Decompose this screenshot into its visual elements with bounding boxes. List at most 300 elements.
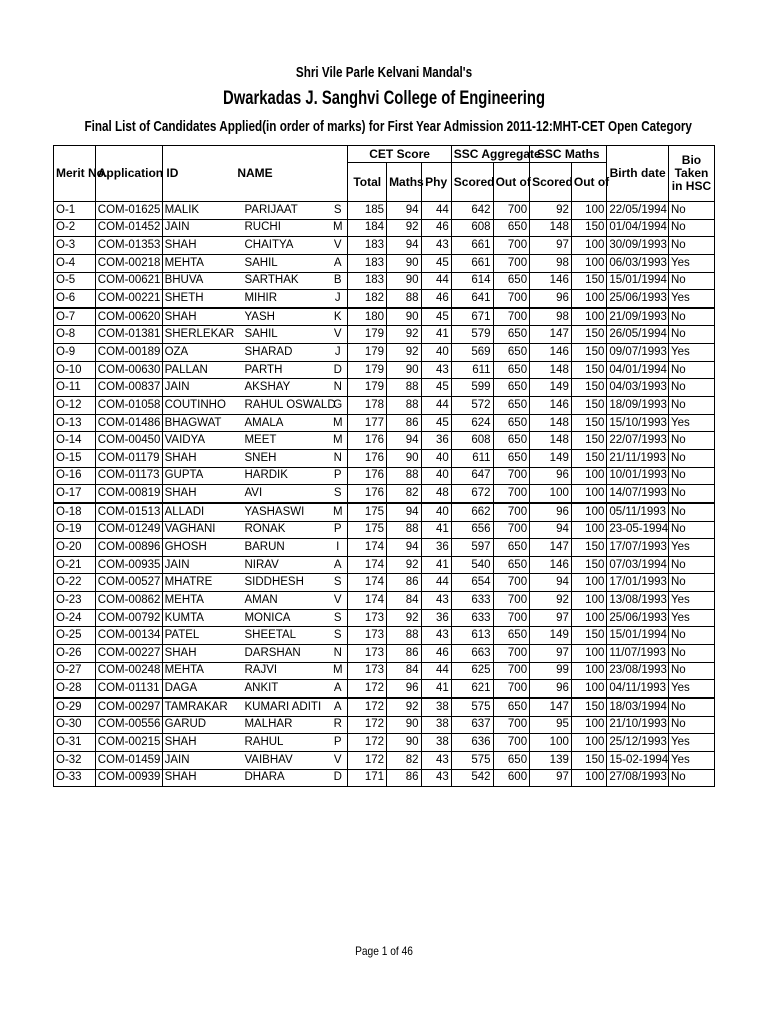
cell-birth-date: 18/03/1994: [607, 698, 669, 716]
cell-cet-phy: 43: [421, 627, 451, 645]
cell-surname: SHAH: [162, 308, 242, 326]
cell-ssc-maths-out-of: 100: [571, 734, 607, 752]
cell-cet-maths: 94: [387, 539, 421, 557]
cell-application-id: COM-01513: [95, 503, 162, 521]
cell-birth-date: 14/07/1993: [607, 485, 669, 503]
cell-middle-initial: N: [328, 449, 348, 467]
cell-ssc-agg-scored: 642: [451, 202, 493, 220]
cell-bio-taken: No: [668, 219, 714, 237]
table-row: [54, 716, 715, 734]
cell-application-id: COM-00896: [95, 539, 162, 557]
cell-ssc-agg-out-of: 650: [493, 326, 530, 344]
cell-birth-date: 30/09/1993: [607, 237, 669, 255]
cell-first-name: SIDDHESH: [242, 574, 328, 592]
cell-merit-no: O-16: [54, 467, 96, 485]
cell-ssc-agg-scored: 637: [451, 716, 493, 734]
cell-cet-maths: 94: [387, 432, 421, 450]
cell-ssc-agg-out-of: 700: [493, 592, 530, 610]
cell-birth-date: 01/04/1994: [607, 219, 669, 237]
cell-ssc-maths-scored: 98: [530, 308, 572, 326]
cell-merit-no: O-4: [54, 254, 96, 272]
cell-first-name: MEET: [242, 432, 328, 450]
cell-cet-total: 179: [348, 361, 387, 379]
cell-cet-maths: 88: [387, 467, 421, 485]
table-row: [54, 734, 715, 752]
cell-cet-total: 177: [348, 414, 387, 432]
cell-ssc-maths-scored: 149: [530, 627, 572, 645]
cell-ssc-agg-out-of: 700: [493, 308, 530, 326]
cell-cet-phy: 46: [421, 645, 451, 663]
cell-birth-date: 13/08/1993: [607, 592, 669, 610]
cell-cet-maths: 86: [387, 414, 421, 432]
cell-ssc-agg-scored: 611: [451, 449, 493, 467]
cell-cet-phy: 40: [421, 467, 451, 485]
cell-middle-initial: N: [328, 645, 348, 663]
cell-bio-taken: Yes: [668, 734, 714, 752]
cell-ssc-agg-scored: 608: [451, 432, 493, 450]
cell-ssc-maths-out-of: 150: [571, 698, 607, 716]
cell-merit-no: O-29: [54, 698, 96, 716]
cell-surname: JAIN: [162, 379, 242, 397]
cell-birth-date: 05/11/1993: [607, 503, 669, 521]
cell-surname: MEHTA: [162, 592, 242, 610]
cell-ssc-maths-scored: 148: [530, 219, 572, 237]
col-ssc-agg-scored: Scored: [451, 163, 493, 202]
cell-bio-taken: No: [668, 769, 714, 787]
cell-first-name: SAHIL: [242, 326, 328, 344]
cell-merit-no: O-32: [54, 751, 96, 769]
table-row: [54, 254, 715, 272]
table-row: [54, 539, 715, 557]
cell-application-id: COM-01058: [95, 397, 162, 415]
cell-ssc-agg-out-of: 700: [493, 609, 530, 627]
cell-cet-maths: 92: [387, 326, 421, 344]
cell-surname: SHAH: [162, 769, 242, 787]
cell-ssc-agg-scored: 542: [451, 769, 493, 787]
cell-surname: JAIN: [162, 219, 242, 237]
cell-first-name: YASHASWI: [242, 503, 328, 521]
cell-ssc-maths-out-of: 150: [571, 326, 607, 344]
cell-middle-initial: A: [328, 254, 348, 272]
cell-birth-date: 25/06/1993: [607, 609, 669, 627]
cell-application-id: COM-01131: [95, 680, 162, 698]
cell-bio-taken: No: [668, 432, 714, 450]
cell-surname: COUTINHO: [162, 397, 242, 415]
cell-cet-maths: 88: [387, 379, 421, 397]
cell-merit-no: O-17: [54, 485, 96, 503]
cell-merit-no: O-3: [54, 237, 96, 255]
table-row: [54, 627, 715, 645]
cell-ssc-agg-scored: 569: [451, 344, 493, 362]
cell-first-name: AMAN: [242, 592, 328, 610]
cell-cet-maths: 90: [387, 449, 421, 467]
cell-cet-phy: 45: [421, 254, 451, 272]
cell-ssc-maths-scored: 146: [530, 556, 572, 574]
cell-cet-phy: 41: [421, 326, 451, 344]
cell-ssc-maths-out-of: 100: [571, 485, 607, 503]
cell-merit-no: O-10: [54, 361, 96, 379]
cell-merit-no: O-8: [54, 326, 96, 344]
cell-cet-total: 172: [348, 734, 387, 752]
cell-ssc-maths-out-of: 100: [571, 521, 607, 539]
cell-ssc-agg-scored: 579: [451, 326, 493, 344]
cell-ssc-agg-out-of: 700: [493, 645, 530, 663]
cell-bio-taken: No: [668, 627, 714, 645]
cell-surname: PATEL: [162, 627, 242, 645]
cell-birth-date: 04/11/1993: [607, 680, 669, 698]
cell-bio-taken: No: [668, 503, 714, 521]
cell-application-id: COM-00248: [95, 662, 162, 680]
cell-ssc-agg-out-of: 650: [493, 539, 530, 557]
cell-middle-initial: D: [328, 769, 348, 787]
cell-birth-date: 21/11/1993: [607, 449, 669, 467]
cell-cet-maths: 92: [387, 344, 421, 362]
cell-ssc-agg-out-of: 650: [493, 379, 530, 397]
cell-merit-no: O-6: [54, 290, 96, 308]
cell-ssc-agg-out-of: 700: [493, 503, 530, 521]
cell-birth-date: 15/01/1994: [607, 627, 669, 645]
cell-middle-initial: V: [328, 237, 348, 255]
table-row: [54, 592, 715, 610]
cell-middle-initial: B: [328, 272, 348, 290]
table-row: [54, 485, 715, 503]
cell-birth-date: 23/08/1993: [607, 662, 669, 680]
cell-first-name: RONAK: [242, 521, 328, 539]
cell-ssc-agg-scored: 633: [451, 592, 493, 610]
cell-middle-initial: M: [328, 414, 348, 432]
cell-middle-initial: S: [328, 202, 348, 220]
cell-surname: JAIN: [162, 556, 242, 574]
table-row: [54, 361, 715, 379]
cell-ssc-maths-out-of: 150: [571, 627, 607, 645]
cell-middle-initial: A: [328, 556, 348, 574]
cell-merit-no: O-30: [54, 716, 96, 734]
cell-ssc-maths-scored: 149: [530, 449, 572, 467]
cell-cet-phy: 38: [421, 698, 451, 716]
cell-first-name: SAHIL: [242, 254, 328, 272]
cell-bio-taken: No: [668, 574, 714, 592]
cell-birth-date: 10/01/1993: [607, 467, 669, 485]
cell-cet-phy: 36: [421, 539, 451, 557]
cell-application-id: COM-01353: [95, 237, 162, 255]
cell-first-name: HARDIK: [242, 467, 328, 485]
cell-middle-initial: I: [328, 539, 348, 557]
cell-merit-no: O-2: [54, 219, 96, 237]
cell-middle-initial: P: [328, 521, 348, 539]
cell-cet-maths: 94: [387, 503, 421, 521]
cell-ssc-agg-scored: 599: [451, 379, 493, 397]
cell-cet-maths: 88: [387, 397, 421, 415]
cell-cet-phy: 44: [421, 272, 451, 290]
cell-merit-no: O-20: [54, 539, 96, 557]
cell-bio-taken: No: [668, 237, 714, 255]
cell-ssc-maths-scored: 94: [530, 574, 572, 592]
cell-cet-phy: 38: [421, 716, 451, 734]
cell-ssc-maths-scored: 96: [530, 467, 572, 485]
cell-bio-taken: No: [668, 662, 714, 680]
table-row: [54, 574, 715, 592]
cell-application-id: COM-00297: [95, 698, 162, 716]
cell-first-name: ANKIT: [242, 680, 328, 698]
cell-ssc-maths-out-of: 150: [571, 556, 607, 574]
cell-ssc-maths-out-of: 100: [571, 574, 607, 592]
table-row: [54, 698, 715, 716]
cell-ssc-maths-out-of: 150: [571, 414, 607, 432]
cell-merit-no: O-11: [54, 379, 96, 397]
cell-middle-initial: G: [328, 397, 348, 415]
cell-bio-taken: No: [668, 379, 714, 397]
cell-birth-date: 17/07/1993: [607, 539, 669, 557]
cell-middle-initial: S: [328, 574, 348, 592]
cell-first-name: SHEETAL: [242, 627, 328, 645]
cell-ssc-agg-out-of: 650: [493, 751, 530, 769]
cell-cet-maths: 86: [387, 574, 421, 592]
table-row: [54, 308, 715, 326]
cell-surname: GHOSH: [162, 539, 242, 557]
cell-surname: VAGHANI: [162, 521, 242, 539]
cell-ssc-agg-out-of: 650: [493, 627, 530, 645]
cell-merit-no: O-21: [54, 556, 96, 574]
cell-first-name: MONICA: [242, 609, 328, 627]
cell-ssc-maths-scored: 92: [530, 202, 572, 220]
col-cet-total: Total: [348, 163, 387, 202]
cell-ssc-agg-out-of: 650: [493, 219, 530, 237]
cell-ssc-agg-out-of: 700: [493, 734, 530, 752]
cell-cet-total: 171: [348, 769, 387, 787]
cell-birth-date: 26/05/1994: [607, 326, 669, 344]
cell-birth-date: 23-05-1994: [607, 521, 669, 539]
cell-bio-taken: No: [668, 202, 714, 220]
college-name: Dwarkadas J. Sanghvi College of Engineering: [222, 88, 545, 109]
cell-birth-date: 06/03/1993: [607, 254, 669, 272]
cell-bio-taken: Yes: [668, 290, 714, 308]
cell-ssc-maths-out-of: 100: [571, 769, 607, 787]
cell-cet-total: 179: [348, 344, 387, 362]
table-row: [54, 219, 715, 237]
cell-middle-initial: A: [328, 680, 348, 698]
cell-application-id: COM-00621: [95, 272, 162, 290]
cell-merit-no: O-25: [54, 627, 96, 645]
cell-surname: MEHTA: [162, 662, 242, 680]
col-ssc-maths-scored: Scored: [530, 163, 572, 202]
cell-ssc-maths-scored: 94: [530, 521, 572, 539]
cell-application-id: COM-01179: [95, 449, 162, 467]
cell-application-id: COM-01452: [95, 219, 162, 237]
cell-birth-date: 15/01/1994: [607, 272, 669, 290]
cell-ssc-maths-out-of: 150: [571, 219, 607, 237]
cell-ssc-maths-scored: 100: [530, 485, 572, 503]
cell-middle-initial: P: [328, 734, 348, 752]
cell-ssc-agg-scored: 647: [451, 467, 493, 485]
cell-application-id: COM-00221: [95, 290, 162, 308]
cell-cet-maths: 90: [387, 716, 421, 734]
col-ssc-maths: SSC Maths: [530, 146, 607, 163]
cell-birth-date: 21/09/1993: [607, 308, 669, 326]
cell-merit-no: O-23: [54, 592, 96, 610]
cell-application-id: COM-00792: [95, 609, 162, 627]
cell-ssc-agg-scored: 608: [451, 219, 493, 237]
cell-middle-initial: N: [328, 379, 348, 397]
cell-application-id: COM-00837: [95, 379, 162, 397]
cell-ssc-maths-scored: 96: [530, 503, 572, 521]
cell-ssc-maths-out-of: 100: [571, 503, 607, 521]
cell-cet-phy: 41: [421, 521, 451, 539]
cell-application-id: COM-01625: [95, 202, 162, 220]
cell-ssc-agg-scored: 575: [451, 751, 493, 769]
col-name: NAME: [162, 146, 348, 202]
cell-middle-initial: P: [328, 467, 348, 485]
cell-cet-phy: 46: [421, 219, 451, 237]
cell-ssc-maths-scored: 139: [530, 751, 572, 769]
cell-first-name: SNEH: [242, 449, 328, 467]
col-merit-no: Merit No.: [54, 146, 96, 202]
cell-ssc-maths-out-of: 150: [571, 432, 607, 450]
cell-ssc-agg-out-of: 700: [493, 202, 530, 220]
table-row: [54, 397, 715, 415]
cell-ssc-maths-scored: 148: [530, 361, 572, 379]
cell-cet-maths: 94: [387, 237, 421, 255]
cell-ssc-maths-scored: 100: [530, 734, 572, 752]
cell-bio-taken: No: [668, 272, 714, 290]
cell-ssc-agg-scored: 621: [451, 680, 493, 698]
cell-ssc-agg-scored: 662: [451, 503, 493, 521]
cell-birth-date: 07/03/1994: [607, 556, 669, 574]
cell-ssc-agg-scored: 613: [451, 627, 493, 645]
cell-cet-phy: 45: [421, 379, 451, 397]
cell-ssc-agg-scored: 663: [451, 645, 493, 663]
cell-middle-initial: M: [328, 219, 348, 237]
cell-birth-date: 11/07/1993: [607, 645, 669, 663]
table-row: [54, 414, 715, 432]
cell-application-id: COM-00556: [95, 716, 162, 734]
cell-birth-date: 22/05/1994: [607, 202, 669, 220]
cell-application-id: COM-00134: [95, 627, 162, 645]
cell-ssc-maths-out-of: 100: [571, 202, 607, 220]
cell-first-name: AKSHAY: [242, 379, 328, 397]
cell-surname: SHAH: [162, 237, 242, 255]
cell-ssc-agg-out-of: 700: [493, 521, 530, 539]
cell-bio-taken: No: [668, 326, 714, 344]
cell-ssc-maths-scored: 148: [530, 414, 572, 432]
cell-merit-no: O-33: [54, 769, 96, 787]
cell-cet-total: 183: [348, 237, 387, 255]
cell-cet-maths: 88: [387, 521, 421, 539]
cell-ssc-agg-scored: 654: [451, 574, 493, 592]
cell-bio-taken: No: [668, 698, 714, 716]
cell-cet-maths: 88: [387, 290, 421, 308]
cell-cet-total: 175: [348, 503, 387, 521]
cell-ssc-agg-out-of: 650: [493, 556, 530, 574]
table-row: [54, 379, 715, 397]
cell-ssc-agg-scored: 614: [451, 272, 493, 290]
cell-merit-no: O-5: [54, 272, 96, 290]
cell-ssc-agg-out-of: 650: [493, 449, 530, 467]
table-row: [54, 503, 715, 521]
cell-cet-phy: 40: [421, 503, 451, 521]
cell-surname: VAIDYA: [162, 432, 242, 450]
col-cet-maths: Maths: [387, 163, 421, 202]
cell-cet-total: 176: [348, 485, 387, 503]
cell-cet-maths: 94: [387, 202, 421, 220]
cell-cet-total: 185: [348, 202, 387, 220]
cell-ssc-agg-out-of: 700: [493, 290, 530, 308]
cell-first-name: DARSHAN: [242, 645, 328, 663]
cell-ssc-maths-scored: 95: [530, 716, 572, 734]
cell-birth-date: 04/01/1994: [607, 361, 669, 379]
cell-cet-phy: 45: [421, 414, 451, 432]
cell-ssc-agg-scored: 672: [451, 485, 493, 503]
table-row: [54, 326, 715, 344]
cell-merit-no: O-12: [54, 397, 96, 415]
cell-cet-phy: 44: [421, 202, 451, 220]
cell-cet-maths: 92: [387, 609, 421, 627]
cell-cet-maths: 84: [387, 592, 421, 610]
cell-application-id: COM-00189: [95, 344, 162, 362]
cell-ssc-agg-scored: 624: [451, 414, 493, 432]
page-number: Page 1 of 46: [355, 944, 413, 958]
cell-surname: GUPTA: [162, 467, 242, 485]
cell-surname: JAIN: [162, 751, 242, 769]
table-row: [54, 344, 715, 362]
cell-first-name: DHARA: [242, 769, 328, 787]
cell-cet-total: 174: [348, 574, 387, 592]
cell-cet-maths: 90: [387, 272, 421, 290]
col-ssc-aggregate: SSC Aggregate: [451, 146, 529, 163]
cell-cet-phy: 43: [421, 769, 451, 787]
cell-ssc-maths-scored: 147: [530, 326, 572, 344]
cell-bio-taken: No: [668, 485, 714, 503]
cell-cet-maths: 82: [387, 751, 421, 769]
cell-cet-total: 172: [348, 716, 387, 734]
cell-cet-maths: 88: [387, 627, 421, 645]
cell-application-id: COM-00218: [95, 254, 162, 272]
cell-merit-no: O-1: [54, 202, 96, 220]
cell-first-name: SARTHAK: [242, 272, 328, 290]
cell-ssc-maths-scored: 96: [530, 680, 572, 698]
cell-first-name: RAHUL: [242, 734, 328, 752]
cell-ssc-agg-out-of: 650: [493, 397, 530, 415]
cell-surname: TAMRAKAR: [162, 698, 242, 716]
cell-cet-total: 176: [348, 467, 387, 485]
cell-application-id: COM-00862: [95, 592, 162, 610]
cell-ssc-maths-out-of: 150: [571, 344, 607, 362]
cell-birth-date: 04/03/1993: [607, 379, 669, 397]
cell-ssc-maths-out-of: 150: [571, 272, 607, 290]
cell-cet-total: 179: [348, 326, 387, 344]
cell-ssc-maths-scored: 99: [530, 662, 572, 680]
cell-first-name: KUMARI ADITI: [242, 698, 328, 716]
cell-ssc-maths-scored: 146: [530, 272, 572, 290]
cell-ssc-agg-out-of: 700: [493, 716, 530, 734]
cell-ssc-agg-out-of: 650: [493, 361, 530, 379]
cell-cet-total: 179: [348, 379, 387, 397]
cell-ssc-agg-scored: 572: [451, 397, 493, 415]
cell-application-id: COM-00227: [95, 645, 162, 663]
cell-birth-date: 09/07/1993: [607, 344, 669, 362]
cell-surname: DAGA: [162, 680, 242, 698]
table-row: [54, 662, 715, 680]
cell-first-name: RUCHI: [242, 219, 328, 237]
cell-cet-phy: 36: [421, 609, 451, 627]
cell-surname: ALLADI: [162, 503, 242, 521]
cell-ssc-agg-out-of: 700: [493, 485, 530, 503]
cell-ssc-maths-out-of: 150: [571, 361, 607, 379]
cell-middle-initial: S: [328, 627, 348, 645]
cell-cet-maths: 84: [387, 662, 421, 680]
cell-ssc-maths-scored: 149: [530, 379, 572, 397]
cell-application-id: COM-01249: [95, 521, 162, 539]
cell-merit-no: O-7: [54, 308, 96, 326]
